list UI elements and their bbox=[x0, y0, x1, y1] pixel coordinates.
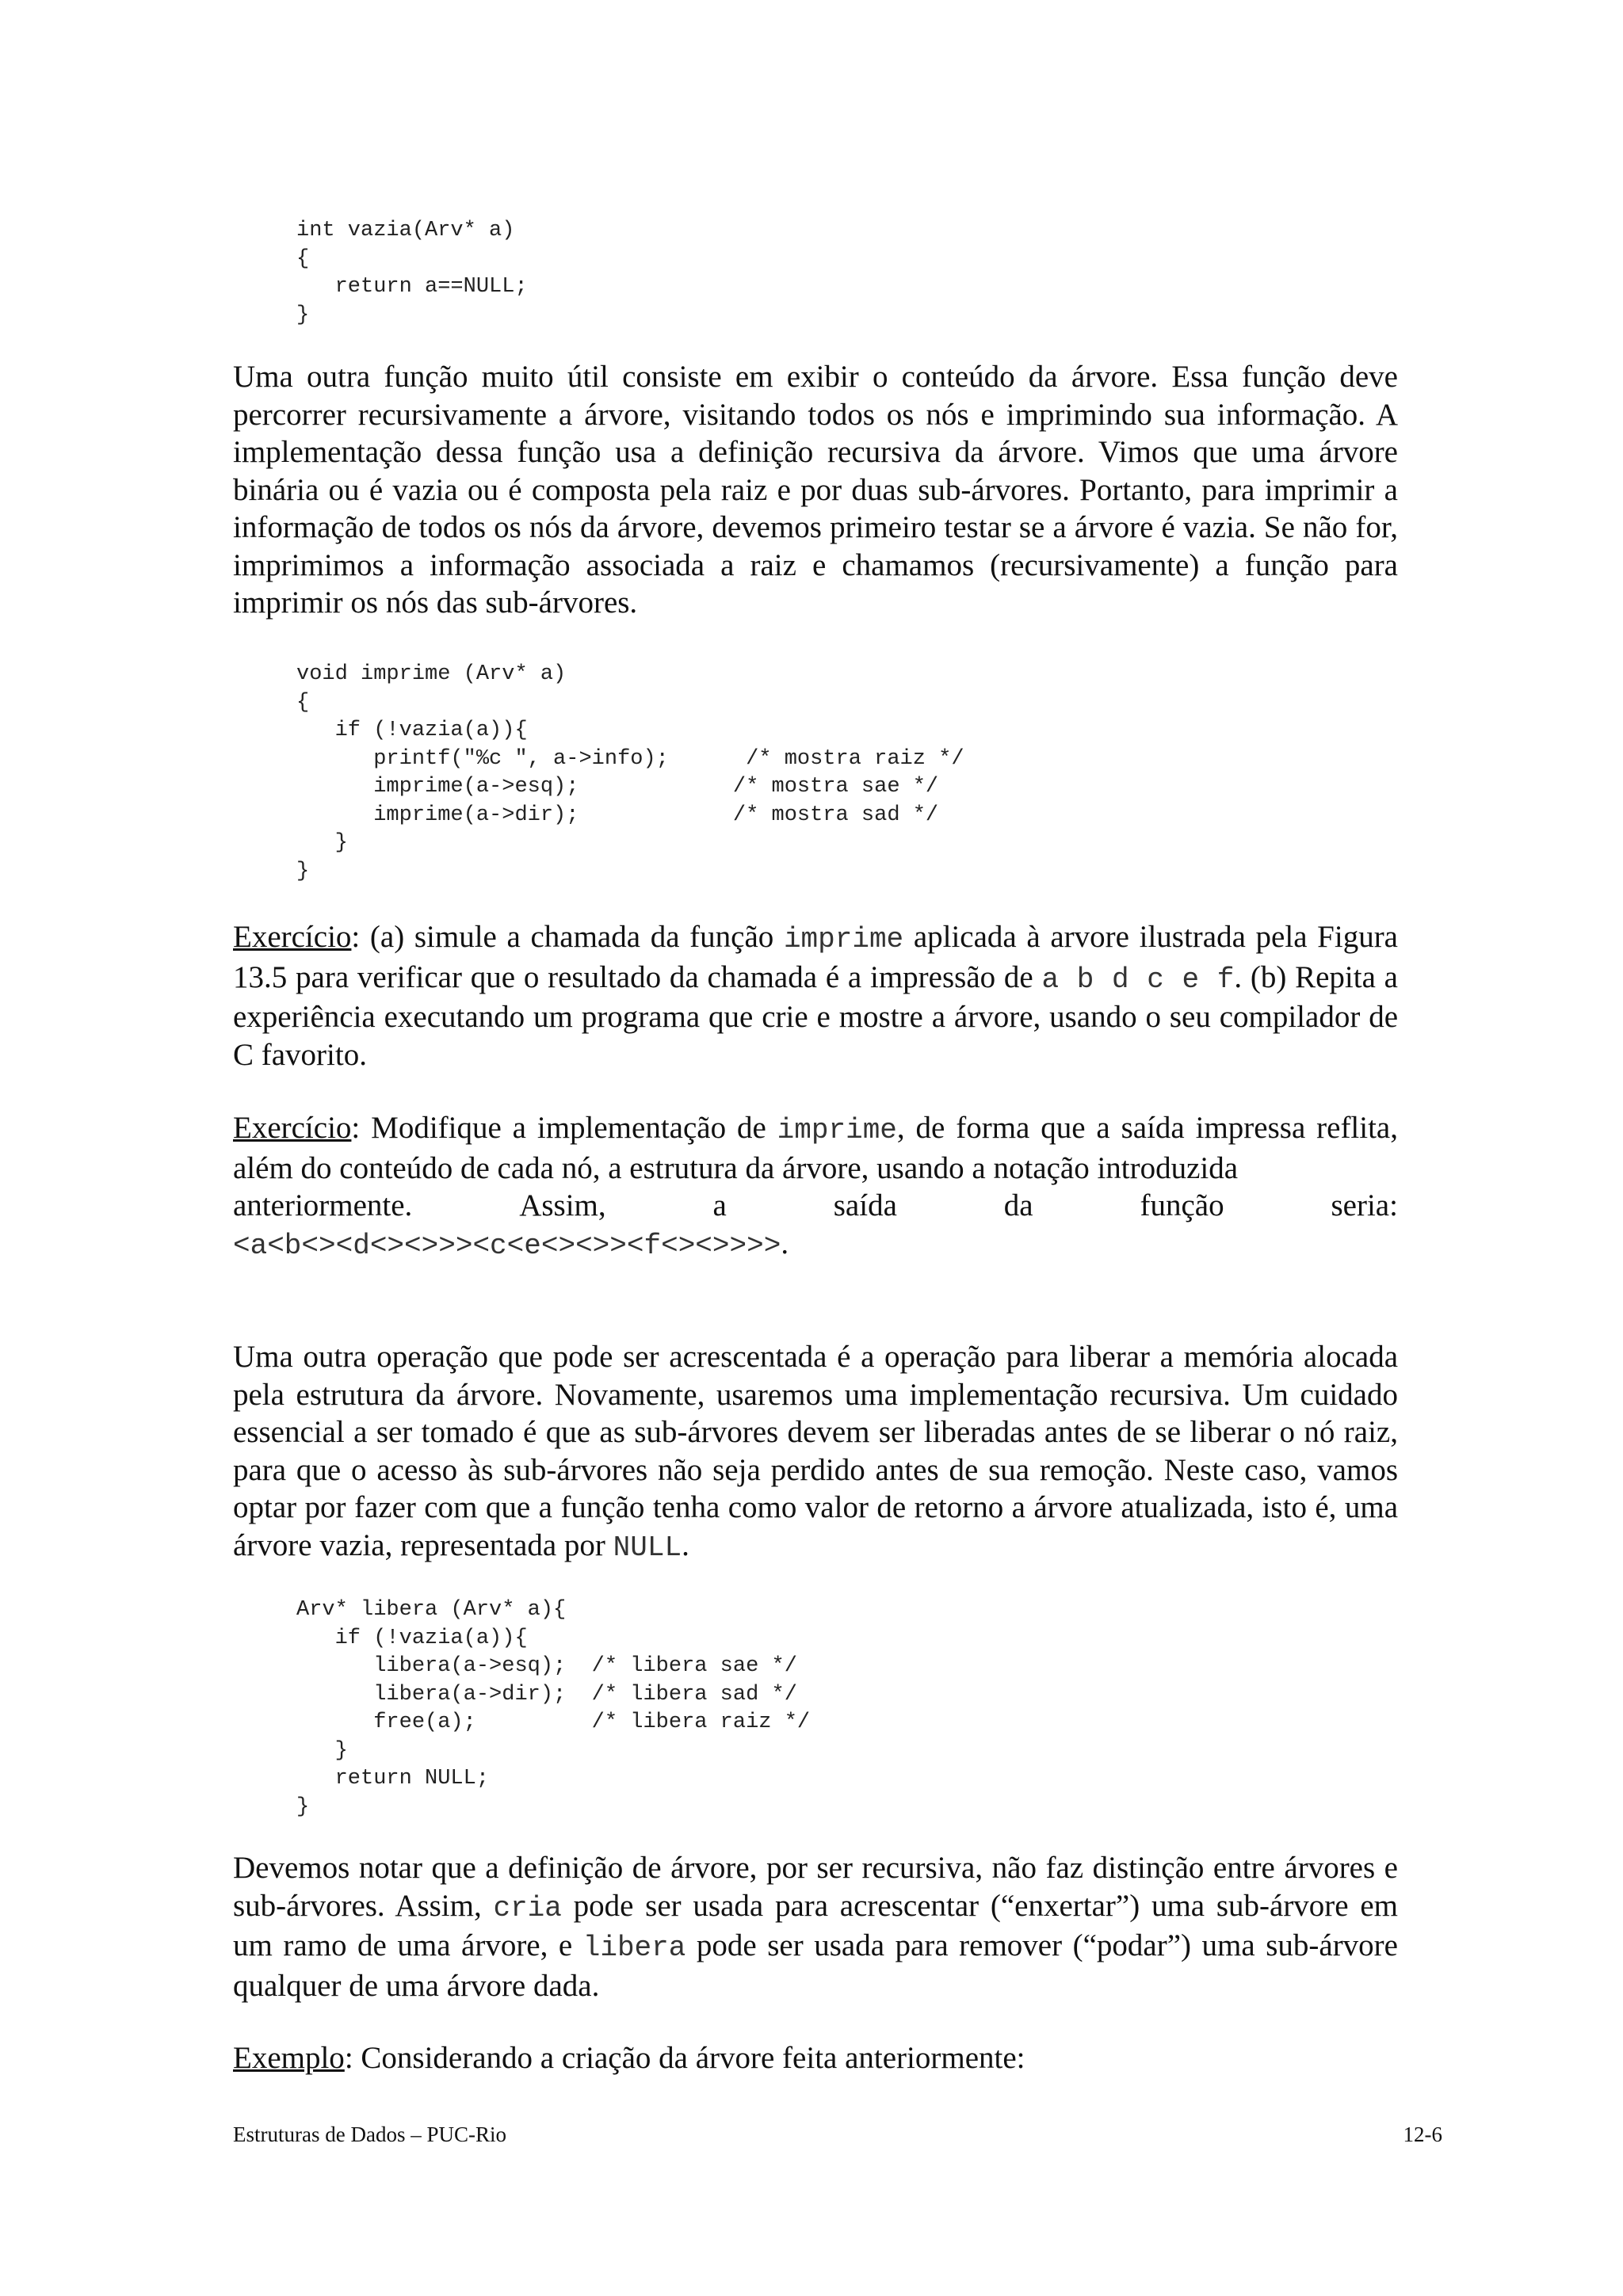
code-block-libera: Arv* libera (Arv* a){ if (!vazia(a)){ libera(a->esq); /* libera sae */ libera(a->dir); /* libera sad */ free(a); /* libera raiz */ } return NULL; } bbox=[296, 1598, 811, 1819]
inline-code: <a<b<><d<><>>><c<e<><>><f<><>>>> bbox=[233, 1229, 781, 1262]
inline-code: libera bbox=[582, 1932, 686, 1964]
exercise-1: Exercício: (a) simule a chamada da função imprime aplicada à arvore ilustrada pela Figura 13.5 para verificar que o resultado da chamada é a impressão de a b d c e f. (b) Repita a experiência executando um programa que crie e mostre a árvore, usando o seu compilador de C favorito. bbox=[233, 920, 1398, 1072]
code-block-imprime: void imprime (Arv* a) { if (!vazia(a)){ printf("%c ", a->info); /* mostra raiz */ imprime(a->esq); /* mostra sae */ imprime(a->dir); /* mostra sad */ } } bbox=[296, 662, 964, 883]
inline-code: NULL bbox=[613, 1531, 682, 1564]
exercise-label: Exercício bbox=[233, 920, 352, 954]
paragraph-imprime-intro: Uma outra função muito útil consiste em exibir o conteúdo da árvore. Essa função deve percorrer recursivamente a árvore, visitando todos os nós e imprimindo sua informação. A implementação dessa função usa a definição recursiva da árvore. Vimos que uma árvore binária ou é vazia ou é composta pela raiz e por duas sub-árvores. Portanto, para imprimir a informação de todos os nós da árvore, devemos primeiro testar se a árvore é vazia. Se não for, imprimimos a informação associada a raiz e chamamos (recursivamente) a função para imprimir os nós das sub-árvores. bbox=[233, 360, 1398, 620]
paragraph-cria-libera: Devemos notar que a definição de árvore, por ser recursiva, não faz distinção entre árvores e sub-árvores. Assim, cria pode ser usada para acrescentar (“enxertar”) uma sub-árvore em um ramo de uma árvore, e libera pode ser usada para remover (“podar”) uma sub-árvore qualquer de uma árvore dada. bbox=[233, 1851, 1398, 2003]
spread-line: anteriormente. Assim, a saída da função seria: bbox=[233, 1188, 1398, 1222]
paragraph-libera-intro: Uma outra operação que pode ser acrescentada é a operação para liberar a memória alocada pela estrutura da árvore. Novamente, usaremos uma implementação recursiva. Um cuidado essencial a ser tomado é que as sub-árvores devem ser liberadas antes de se liberar o nó raiz, para que o acesso às sub-árvores não seja perdido antes de sua remoção. Neste caso, vamos optar por fazer com que a função tenha como valor de retorno a árvore atualizada, isto é, uma árvore vazia, representada por NULL. bbox=[233, 1340, 1398, 1564]
inline-code: imprime bbox=[777, 1114, 897, 1146]
example-label: Exemplo bbox=[233, 2041, 345, 2075]
example-intro: Exemplo: Considerando a criação da árvore feita anteriormente: bbox=[233, 2041, 1025, 2075]
exercise-2: Exercício: Modifique a implementação de imprime, de forma que a saída impressa reflita, além do conteúdo de cada nó, a estrutura da árvore, usando a notação introduzida anteriormente. Assim, a saída da função seria: <a<b<><d<><>>><c<e<><>><f<><>>>>. bbox=[233, 1111, 1398, 1262]
inline-code: cria bbox=[493, 1891, 562, 1924]
page-number: 12-6 bbox=[1403, 2122, 1442, 2146]
inline-code: imprime bbox=[783, 923, 904, 955]
footer-left: Estruturas de Dados – PUC-Rio bbox=[233, 2122, 506, 2146]
exercise-label: Exercício bbox=[233, 1111, 352, 1145]
inline-code: a b d c e f bbox=[1041, 963, 1235, 996]
code-block-vazia: int vazia(Arv* a) { return a==NULL; } bbox=[296, 219, 528, 327]
